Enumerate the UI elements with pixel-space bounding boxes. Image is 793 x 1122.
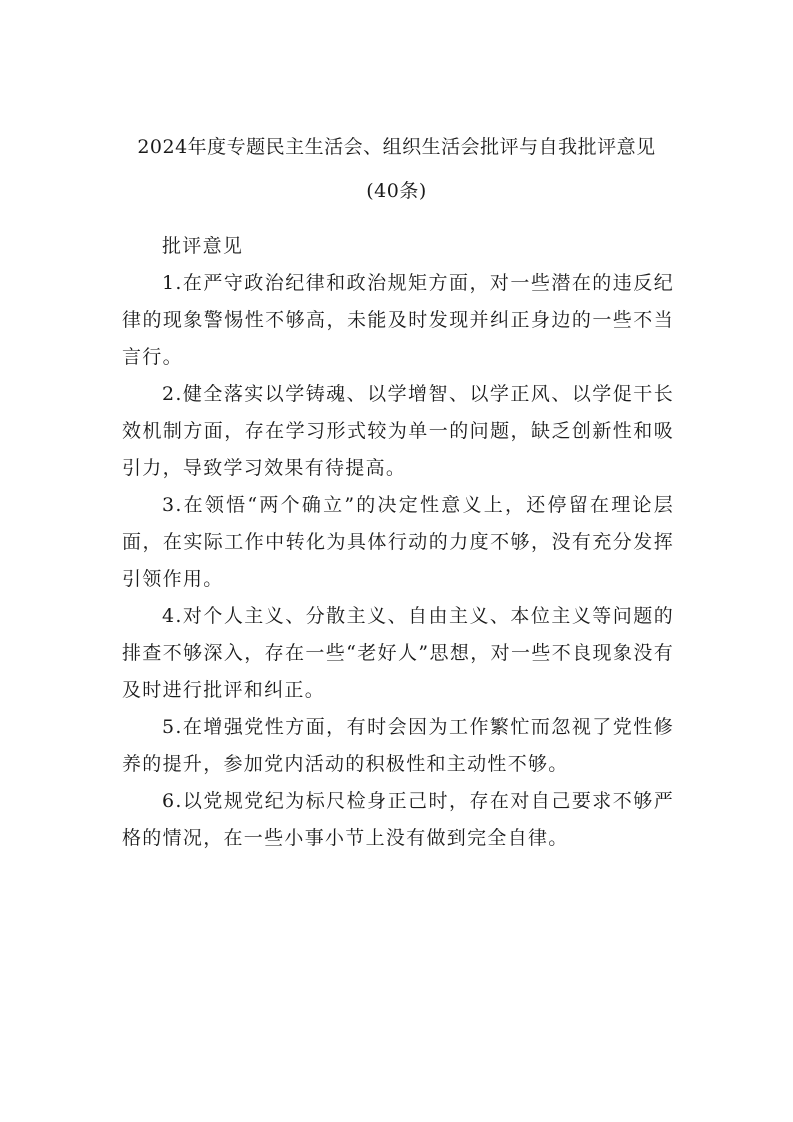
document-subtitle: (40条) <box>366 180 427 202</box>
list-item: 3.在领悟“两个确立”的决定性意义上，还停留在理论层面，在实际工作中转化为具体行动的力度不够，没有充分发挥引领作用。 <box>122 494 674 590</box>
list-item: 2.健全落实以学铸魂、以学增智、以学正风、以学促干长效机制方面，存在学习形式较为单一的问题，缺乏创新性和吸引力，导致学习效果有待提高。 <box>122 383 674 479</box>
section-heading: 批评意见 <box>162 235 244 257</box>
document-body <box>122 228 674 857</box>
list-item: 1.在严守政治纪律和政治规矩方面，对一些潜在的违反纪律的现象警惕性不够高，未能及时发现并纠正身边的一些不当言行。 <box>122 272 674 368</box>
document-title: 2024年度专题民主生活会、组织生活会批评与自我批评意见 <box>137 136 656 158</box>
list-item: 6.以党规党纪为标尺检身正己时，存在对自己要求不够严格的情况，在一些小事小节上没有做到完全自律。 <box>122 790 674 849</box>
list-item: 4.对个人主义、分散主义、自由主义、本位主义等问题的排查不够深入，存在一些“老好人”思想，对一些不良现象没有及时进行批评和纠正。 <box>122 605 674 701</box>
list-item: 5.在增强党性方面，有时会因为工作繁忙而忽视了党性修养的提升，参加党内活动的积极性和主动性不够。 <box>122 716 674 775</box>
